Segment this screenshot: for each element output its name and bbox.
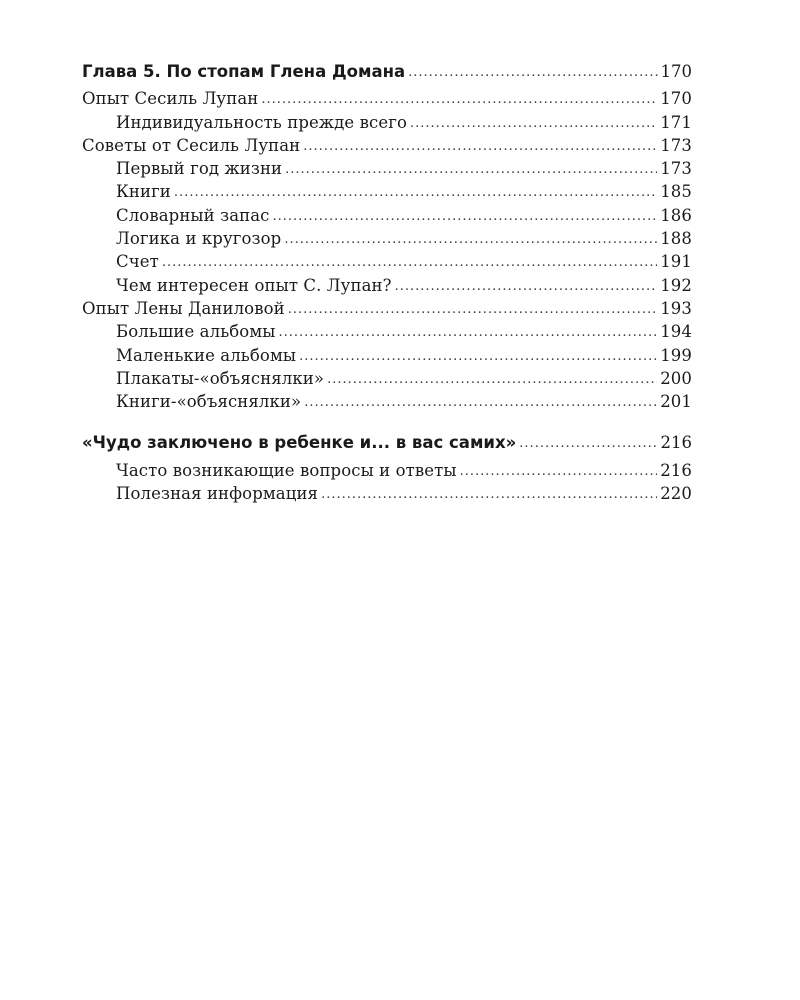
toc-subentry	[82, 367, 692, 390]
toc-dot-leader	[304, 391, 657, 414]
toc-page-number: 191	[660, 252, 692, 272]
toc-subentry	[82, 227, 692, 250]
toc-entry-title: Логика и кругозор	[116, 229, 282, 249]
toc-page-number: 216	[660, 433, 692, 453]
toc-entry-title: Полезная информация	[116, 484, 319, 504]
toc-dot-leader	[460, 460, 658, 483]
toc-page-number: 199	[660, 345, 692, 365]
toc-subentry	[82, 390, 692, 413]
toc-dot-leader	[279, 321, 658, 344]
toc-page-number: 173	[660, 135, 692, 155]
toc-page-number: 194	[660, 322, 692, 342]
toc-page-number: 220	[660, 484, 692, 504]
toc-page-number: 200	[660, 368, 692, 388]
toc-entry-title: Маленькие альбомы	[116, 345, 297, 365]
table-of-contents	[82, 60, 692, 505]
toc-entry-title: Книги-«объяснялки»	[116, 392, 302, 412]
toc-subentry	[82, 111, 692, 134]
toc-dot-leader	[174, 181, 657, 204]
toc-entry-title: Глава 5. По стопам Глена Домана	[82, 62, 406, 81]
toc-entry-title: Чем интересен опыт С. Лупан?	[116, 275, 392, 295]
toc-chapter-heading	[82, 60, 692, 83]
toc-page-number: 170	[660, 62, 692, 81]
toc-entry	[82, 87, 692, 110]
toc-dot-leader	[299, 345, 657, 368]
toc-dot-leader	[395, 275, 658, 298]
toc-dot-leader	[288, 298, 657, 321]
toc-page-number: 193	[660, 298, 692, 318]
toc-subentry	[82, 250, 692, 273]
toc-entry-title: Первый год жизни	[116, 159, 283, 179]
toc-dot-leader	[519, 432, 657, 455]
toc-page-number: 188	[660, 229, 692, 249]
toc-entry	[82, 134, 692, 157]
toc-page-number: 170	[660, 89, 692, 109]
toc-dot-leader	[303, 135, 657, 158]
toc-subentry	[82, 274, 692, 297]
toc-page-number: 192	[660, 275, 692, 295]
toc-subentry	[82, 204, 692, 227]
toc-subentry	[82, 157, 692, 180]
toc-entry-title: «Чудо заключено в ребенке и... в вас самих»	[82, 433, 517, 453]
toc-page-number: 173	[660, 159, 692, 179]
toc-entry-title: Часто возникающие вопросы и ответы	[116, 460, 457, 480]
toc-page-number: 185	[660, 182, 692, 202]
toc-entry-title: Советы от Сесиль Лупан	[82, 135, 301, 155]
toc-entry-title: Опыт Лены Даниловой	[82, 298, 285, 318]
toc-subentry	[82, 180, 692, 203]
toc-entry-title: Индивидуальность прежде всего	[116, 112, 407, 132]
toc-dot-leader	[410, 112, 657, 135]
toc-subentry	[82, 482, 692, 505]
toc-page-number: 216	[660, 460, 692, 480]
toc-entry-title: Книги	[116, 182, 171, 202]
toc-dot-leader	[321, 483, 657, 506]
toc-entry	[82, 297, 692, 320]
toc-entry-title: Словарный запас	[116, 205, 270, 225]
toc-dot-leader	[273, 205, 658, 228]
toc-page-number: 186	[660, 205, 692, 225]
toc-dot-leader	[408, 61, 657, 84]
toc-dot-leader	[285, 158, 657, 181]
toc-entry-title: Плакаты-«объяснялки»	[116, 368, 325, 388]
toc-dot-leader	[162, 251, 657, 274]
toc-chapter-heading	[82, 431, 692, 454]
toc-subentry	[82, 344, 692, 367]
toc-dot-leader	[284, 228, 657, 251]
toc-page-number: 171	[660, 112, 692, 132]
toc-dot-leader	[261, 88, 657, 111]
toc-entry-title: Опыт Сесиль Лупан	[82, 89, 259, 109]
toc-page-number: 201	[660, 392, 692, 412]
toc-entry-title: Большие альбомы	[116, 322, 276, 342]
toc-subentry	[82, 320, 692, 343]
toc-subentry	[82, 459, 692, 482]
toc-entry-title: Счет	[116, 252, 159, 272]
toc-dot-leader	[327, 368, 657, 391]
